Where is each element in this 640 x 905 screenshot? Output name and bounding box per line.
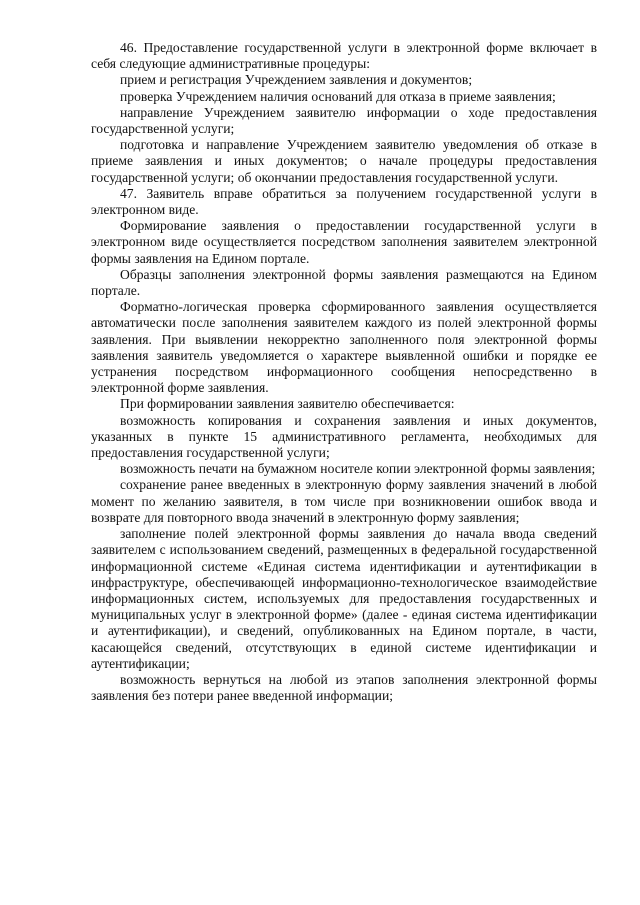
list-item-copy-save: возможность копирования и сохранения заявления и иных документов, указанных в пункте 15 административного регламента, необходимых для предоставления государственной услуги;: [91, 412, 597, 461]
list-item-notifications: подготовка и направление Учреждением заявителю уведомления об отказе в приеме заявления и иных документов; о начале процедуры предоставления государственной услуги; об окончании предоставления государственной услуги.: [91, 137, 597, 185]
list-item-status-info: направление Учреждением заявителю информации о ходе предоставления государственной услуги;: [91, 104, 597, 137]
paragraph-46-intro: 46. Предоставление государственной услуги в электронной форме включает в себя следующие административные процедуры:: [91, 40, 597, 72]
list-item-registration: прием и регистрация Учреждением заявления и документов;: [120, 72, 473, 88]
document-page: [91, 40, 597, 704]
paragraph-47: 47. Заявитель вправе обратиться за получением государственной услуги в электронном виде.: [91, 185, 597, 218]
paragraph-form-samples: Образцы заполнения электронной формы заявления размещаются на Едином портале.: [91, 266, 597, 299]
list-item-prefill: заполнение полей электронной формы заявления до начала ввода сведений заявителем с использованием сведений, размещенных в федеральной государственной информационной системе «Единая система идентификации и аутентификации в инфраструктуре, обеспечивающей информационно-технологическое взаимодействие информационных систем, используемых для предоставления государственных и муниципальных услуг в электронной форме» (далее - единая система идентификации и аутентификации), и сведений, опубликованных на Едином портале, в части, касающейся сведений, отсутствующих в единой системе идентификации и аутентификации;: [91, 526, 597, 671]
list-item-print: возможность печати на бумажном носителе копии электронной формы заявления;: [120, 461, 596, 477]
list-item-check-grounds: проверка Учреждением наличия оснований для отказа в приеме заявления;: [120, 88, 556, 104]
list-item-save-values: сохранение ранее введенных в электронную форму заявления значений в любой момент по желанию заявителя, в том числе при возникновении ошибок ввода и возврате для повторного ввода значений в электронную форму заявления;: [91, 477, 597, 525]
paragraph-form-creation: Формирование заявления о предоставлении государственной услуги в электронном виде осуществляется посредством заполнения заявителем электронной формы заявления на Едином портале.: [91, 218, 597, 266]
list-item-return-step: возможность вернуться на любой из этапов заполнения электронной формы заявления без потери ранее введенной информации;: [91, 671, 597, 704]
paragraph-provided-features: При формировании заявления заявителю обеспечивается:: [120, 396, 455, 412]
paragraph-format-check: Форматно-логическая проверка сформированного заявления осуществляется автоматически после заполнения заявителем каждого из полей электронной формы заявления. При выявлении некорректно заполненного поля электронной формы заявления заявитель уведомляется о характере выявленной ошибки и порядке ее устранения посредством информационного сообщения непосредственно в электронной форме заявления.: [91, 299, 597, 396]
